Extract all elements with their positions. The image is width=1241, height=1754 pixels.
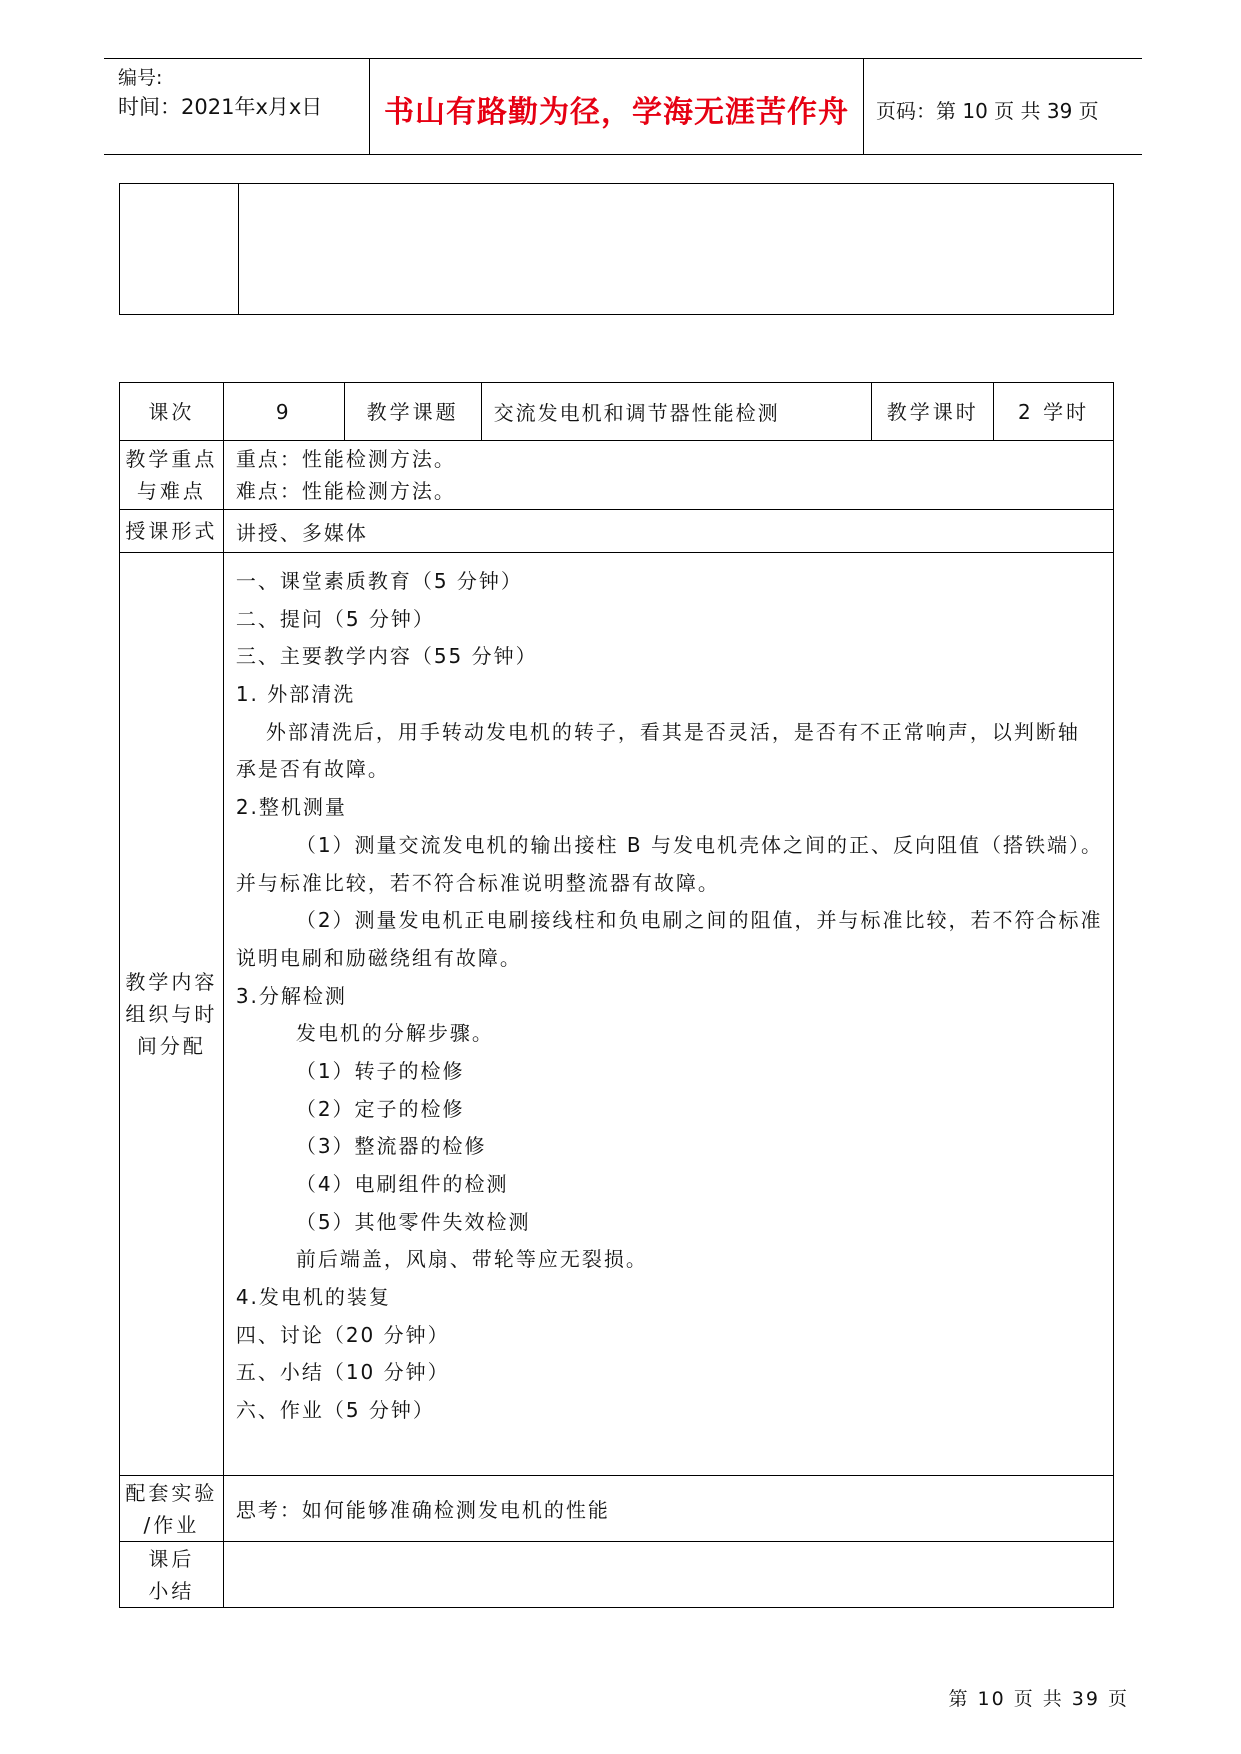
lab-value: 思考：如何能够准确检测发电机的性能 (223, 1476, 1113, 1542)
blank-table (119, 183, 1114, 315)
content-line: 一、课堂素质教育（5 分钟） (235, 569, 523, 593)
focus-row (120, 441, 1114, 510)
content-line: 六、作业（5 分钟） (235, 1398, 435, 1423)
page-header (104, 58, 1142, 155)
content-line: （5）其他零件失效检测 (295, 1209, 531, 1234)
document-time: 时间：2021年x月x日 (118, 95, 323, 119)
content-line: 说明电刷和励磁绕组有故障。 (235, 945, 522, 970)
content-line: 2.整机测量 (235, 795, 347, 820)
blank-cell-right (239, 184, 1114, 315)
content-line: 二、提问（5 分钟） (235, 606, 435, 631)
footer-page-number: 第 10 页 共 39 页 (948, 1688, 1129, 1710)
content-line: （3）整流器的检修 (295, 1134, 487, 1159)
topic-label: 教学课题 (344, 383, 481, 441)
summary-value (223, 1542, 1113, 1608)
content-line: 1. 外部清洗 (235, 682, 356, 707)
lesson-plan-table (119, 382, 1114, 1608)
lab-label-line-2: /作业 (143, 1512, 200, 1537)
header-page-cell (864, 59, 1142, 154)
content-line: （1）转子的检修 (295, 1058, 465, 1083)
content-label-line-3: 间分配 (136, 1034, 206, 1058)
header-left-cell (104, 59, 370, 154)
content-line: 并与标准比较，若不符合标准说明整流器有故障。 (235, 870, 720, 895)
content-line: 3.分解检测 (235, 983, 347, 1008)
content-label-line-2: 组织与时 (125, 1002, 218, 1026)
teaching-form-label: 授课形式 (120, 510, 224, 553)
focus-difficult-point: 难点：性能检测方法。 (235, 479, 456, 503)
teaching-content-row (120, 553, 1114, 1476)
content-line: 四、讨论（20 分钟） (235, 1322, 450, 1347)
header-motto-cell (370, 59, 864, 154)
content-line: （4）电刷组件的检测 (295, 1172, 509, 1196)
session-value: 9 (223, 383, 344, 441)
hours-label: 教学课时 (872, 383, 994, 441)
content-line: （2）定子的检修 (295, 1096, 465, 1121)
teaching-content-label (120, 553, 224, 1476)
lab-row (120, 1476, 1114, 1542)
focus-label (120, 441, 224, 510)
session-label: 课次 (120, 383, 224, 441)
content-line: 外部清洗后，用手转动发电机的转子，看其是否灵活，是否有不正常响声，以判断轴 (265, 719, 1080, 744)
topic-value: 交流发电机和调节器性能检测 (481, 383, 872, 441)
lab-label (120, 1476, 224, 1542)
content-line: 4.发电机的装复 (235, 1285, 391, 1310)
content-line: 五、小结（10 分钟） (235, 1360, 450, 1385)
focus-label-line-1: 教学重点 (125, 447, 218, 471)
summary-label-line-1: 课后 (148, 1546, 195, 1571)
document-id-label: 编号: (118, 67, 163, 89)
lesson-info-row (120, 383, 1114, 441)
header-motto: 书山有路勤为径，学海无涯苦作舟 (384, 95, 849, 130)
focus-value (223, 441, 1113, 510)
content-line: （1）测量交流发电机的输出接柱 B 与发电机壳体之间的正、反向阻值（搭铁端）。 (295, 832, 1103, 857)
content-label-line-1: 教学内容 (125, 970, 218, 994)
teaching-form-row (120, 510, 1114, 553)
summary-label-line-2: 小结 (148, 1578, 195, 1603)
content-line: 三、主要教学内容（55 分钟） (235, 644, 538, 669)
focus-key-point: 重点：性能检测方法。 (235, 447, 456, 471)
content-line: 前后端盖，风扇、带轮等应无裂损。 (295, 1247, 648, 1272)
summary-label (120, 1542, 224, 1608)
content-line: 发电机的分解步骤。 (295, 1021, 494, 1046)
header-page-number: 页码：第 10 页 共 39 页 (876, 99, 1099, 123)
hours-value: 2 学时 (994, 383, 1114, 441)
summary-row (120, 1542, 1114, 1608)
teaching-content (223, 553, 1113, 1476)
teaching-form-value: 讲授、多媒体 (223, 510, 1113, 553)
content-line: （2）测量发电机正电刷接线柱和负电刷之间的阻值，并与标准比较，若不符合标准 (295, 908, 1103, 933)
blank-cell-left (120, 184, 239, 315)
focus-label-line-2: 与难点 (136, 479, 206, 503)
lab-label-line-1: 配套实验 (125, 1480, 218, 1505)
content-line: 承是否有故障。 (235, 757, 390, 782)
